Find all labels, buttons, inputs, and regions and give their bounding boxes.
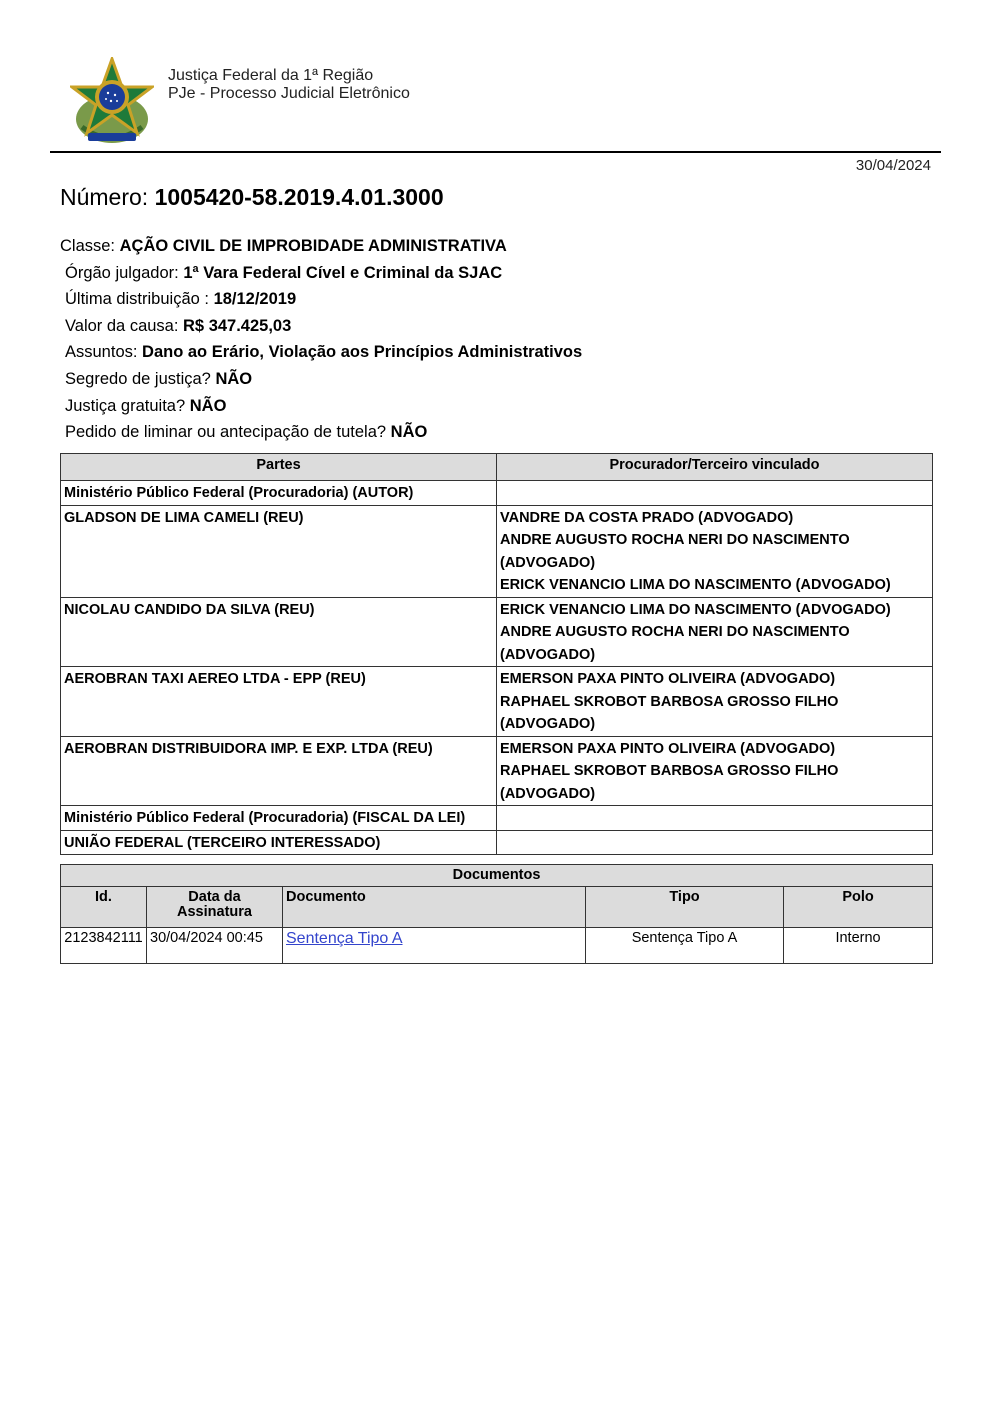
- procurador-item: EMERSON PAXA PINTO OLIVEIRA (ADVOGADO): [500, 740, 836, 757]
- procurador-item: ANDRE AUGUSTO ROCHA NERI DO NASCIMENTO (ADVOGADO): [500, 624, 850, 663]
- procurador-item: ERICK VENANCIO LIMA DO NASCIMENTO (ADVOGADO): [500, 577, 891, 593]
- info-label: Valor da causa:: [65, 316, 184, 335]
- info-value: 18/12/2019: [213, 290, 297, 309]
- documentos-title-row: [61, 865, 933, 887]
- procurador-item: RAPHAEL SKROBOT BARBOSA GROSSO FILHO (ADVOGADO): [500, 693, 839, 732]
- procuradores-cell: [497, 667, 933, 737]
- info-value: NÃO: [390, 423, 428, 442]
- info-justica-gratuita: [60, 393, 582, 420]
- info-valor-causa: [60, 313, 582, 340]
- doc-documento-cell: [283, 928, 586, 964]
- info-pedido-liminar: [60, 419, 582, 446]
- table-row: [61, 806, 933, 831]
- brazil-coat-of-arms-icon: [70, 57, 154, 147]
- procurador-item: RAPHAEL SKROBOT BARBOSA GROSSO FILHO (ADVOGADO): [500, 763, 839, 802]
- parte-name: AEROBRAN DISTRIBUIDORA IMP. E EXP. LTDA (REU): [61, 736, 497, 806]
- info-label: Pedido de liminar ou antecipação de tutela?: [65, 423, 391, 442]
- procuradores-cell: [497, 505, 933, 597]
- procuradores-cell: [497, 830, 933, 855]
- info-value: AÇÃO CIVIL DE IMPROBIDADE ADMINISTRATIVA: [119, 237, 507, 255]
- parte-name: Ministério Público Federal (Procuradoria) (AUTOR): [61, 481, 497, 506]
- partes-header: Partes: [61, 454, 497, 481]
- info-assuntos: [60, 339, 582, 366]
- info-orgao-julgador: [60, 260, 582, 287]
- documentos-header-row: [61, 887, 933, 928]
- table-row: [61, 597, 933, 667]
- documentos-table: [60, 864, 933, 964]
- procuradores-cell: [497, 481, 933, 506]
- procuradores-cell: [497, 736, 933, 806]
- procurador-item: EMERSON PAXA PINTO OLIVEIRA (ADVOGADO): [500, 671, 836, 687]
- doc-link[interactable]: Sentença Tipo A: [286, 930, 403, 947]
- table-row: [61, 830, 933, 855]
- procurador-item: ERICK VENANCIO LIMA DO NASCIMENTO (ADVOGADO): [500, 601, 891, 618]
- procurador-item: ANDRE AUGUSTO ROCHA NERI DO NASCIMENTO (ADVOGADO): [500, 532, 850, 571]
- col-tipo: Tipo: [586, 887, 784, 928]
- info-value: 1ª Vara Federal Cível e Criminal da SJAC: [183, 263, 503, 282]
- table-row: [61, 736, 933, 806]
- process-info: [60, 233, 582, 446]
- parte-name: GLADSON DE LIMA CAMELI (REU): [61, 505, 497, 597]
- documentos-title: Documentos: [61, 865, 933, 887]
- org-line-1: Justiça Federal da 1ª Região: [168, 67, 374, 84]
- parte-name: UNIÃO FEDERAL (TERCEIRO INTERESSADO): [61, 830, 497, 855]
- process-number-label: Número:: [60, 184, 149, 210]
- info-label: Assuntos:: [65, 343, 143, 362]
- info-label: Última distribuição :: [65, 290, 214, 309]
- info-value: Dano ao Erário, Violação aos Princípios Administrativos: [142, 343, 583, 362]
- document-date: 30/04/2024: [855, 157, 931, 174]
- parte-name: AEROBRAN TAXI AEREO LTDA - EPP (REU): [61, 667, 497, 737]
- col-polo: Polo: [784, 887, 933, 928]
- info-label: Classe:: [60, 237, 120, 255]
- doc-tipo: Sentença Tipo A: [586, 928, 784, 964]
- info-label: Órgão julgador:: [65, 263, 184, 282]
- process-number-value: 1005420-58.2019.4.01.3000: [154, 184, 444, 210]
- procuradores-cell: [497, 597, 933, 667]
- partes-header-row: [61, 454, 933, 481]
- info-ultima-distribuicao: [60, 286, 582, 313]
- table-row: [61, 667, 933, 737]
- col-data-assinatura: Data da Assinatura: [147, 887, 283, 928]
- info-label: Justiça gratuita?: [65, 396, 190, 415]
- table-row: [61, 928, 933, 964]
- info-label: Segredo de justiça?: [65, 369, 216, 388]
- info-value: R$ 347.425,03: [183, 316, 292, 335]
- organization-name: [168, 67, 410, 103]
- procurador-item: VANDRE DA COSTA PRADO (ADVOGADO): [500, 509, 794, 526]
- process-number: [60, 184, 444, 211]
- table-row: [61, 505, 933, 597]
- parte-name: NICOLAU CANDIDO DA SILVA (REU): [61, 597, 497, 667]
- doc-polo: Interno: [784, 928, 933, 964]
- col-documento: Documento: [283, 887, 586, 928]
- info-value: NÃO: [215, 369, 253, 388]
- doc-id: 2123842111: [61, 928, 147, 964]
- info-segredo-justica: [60, 366, 582, 393]
- procurador-header: Procurador/Terceiro vinculado: [497, 454, 933, 481]
- partes-table: [60, 453, 933, 855]
- org-line-2: PJe - Processo Judicial Eletrônico: [168, 85, 410, 102]
- parte-name: Ministério Público Federal (Procuradoria) (FISCAL DA LEI): [61, 806, 497, 831]
- col-id: Id.: [61, 887, 147, 928]
- info-value: NÃO: [189, 396, 227, 415]
- table-row: [61, 481, 933, 506]
- doc-data: 30/04/2024 00:45: [147, 928, 283, 964]
- info-classe: [60, 233, 582, 260]
- page-header: [50, 55, 941, 153]
- procuradores-cell: [497, 806, 933, 831]
